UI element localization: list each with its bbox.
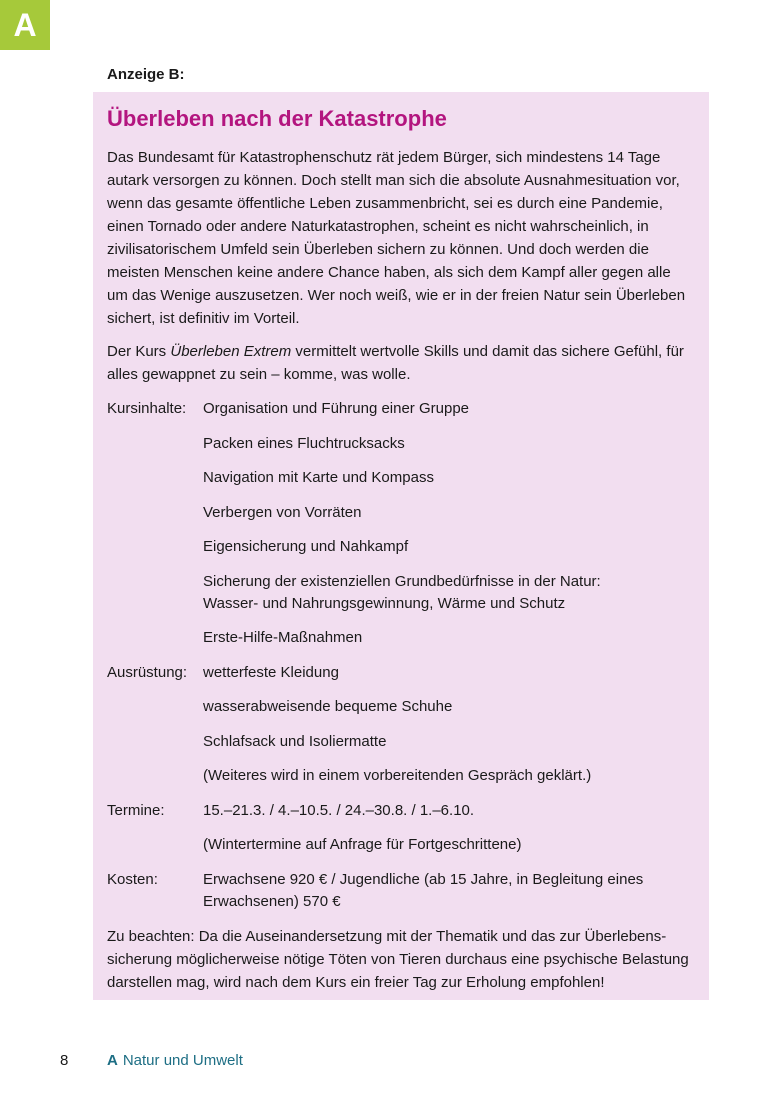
section-tab: A [0, 0, 50, 50]
spacer [107, 627, 203, 649]
ausruestung-row [107, 662, 695, 684]
ausruestung-row-2 [107, 696, 695, 718]
spacer [107, 834, 203, 856]
list-item: Organisation und Führung einer Gruppe [203, 400, 470, 417]
footer-section-letter: A [107, 1052, 118, 1069]
list-item: (Weiteres wird in einem vorbereitenden Gespräch geklärt.) [203, 767, 592, 784]
ad-box [93, 92, 709, 1000]
list-item: Navigation mit Karte und Kompass [203, 469, 434, 486]
kosten-label: Kosten: [107, 870, 158, 888]
ausruestung-row-3 [107, 731, 695, 753]
spacer [107, 536, 203, 558]
list-item: Eigensicherung und Nahkampf [203, 538, 409, 555]
spacer [107, 571, 203, 615]
list-item: (Wintertermine auf Anfrage für Fortgeschrittene) [203, 836, 522, 853]
list-item: 15.–21.3. / 4.–10.5. / 24.–30.8. / 1.–6.10. [203, 801, 475, 819]
termine-row-2 [107, 834, 695, 856]
termine-label: Termine: [107, 801, 165, 819]
list-item: Erste-Hilfe-Maßnahmen [203, 629, 363, 646]
list-item: Schlafsack und Isoliermatte [203, 732, 387, 750]
kosten-row [107, 869, 695, 913]
course-pre: Der Kurs [107, 343, 171, 360]
spacer [107, 433, 203, 455]
kursinhalte-row-4 [107, 502, 695, 524]
list-item-line2: Wasser- und Nahrungsgewinnung, Wärme und Schutz [203, 594, 566, 612]
page-number: 8 [60, 1052, 69, 1069]
list-item [203, 869, 695, 913]
spacer [107, 467, 203, 489]
spacer [107, 765, 203, 787]
ad-title: Überleben nach der Katastrophe [107, 106, 447, 131]
footer-section-title: Natur und Umwelt [122, 1052, 243, 1069]
kursinhalte-row-2 [107, 433, 695, 455]
course-post: vermittelt wertvolle Skills und damit das sichere Gefühl, für alles gewappnet zu sein – komme, was wolle. [107, 343, 684, 383]
kursinhalte-row-7 [107, 627, 695, 649]
list-item-line1: Sicherung der existenziellen Grundbedürfnisse in der Natur: [203, 572, 601, 590]
kursinhalte-row-5 [107, 536, 695, 558]
list-item: wetterfeste Kleidung [203, 663, 339, 681]
list-item: wasserabweisende bequeme Schuhe [203, 698, 453, 715]
ad-label: Anzeige B: [107, 66, 185, 83]
list-item [203, 571, 695, 615]
kursinhalte-label: Kursinhalte: [107, 400, 187, 417]
list-item: Packen eines Fluchtrucksacks [203, 434, 405, 452]
kursinhalte-row [107, 398, 695, 420]
course-paragraph [107, 340, 695, 386]
termine-row [107, 800, 695, 822]
ausruestung-row-4 [107, 765, 695, 787]
footer-section [107, 1052, 243, 1069]
kursinhalte-row-3 [107, 467, 695, 489]
spacer [107, 696, 203, 718]
kosten-line1: Erwachsene 920 € / Jugendliche (ab 15 Jahre, in Begleitung eines [203, 870, 644, 888]
list-item: Verbergen von Vorräten [203, 503, 362, 521]
intro-paragraph: Das Bundesamt für Katastrophenschutz rät jedem Bürger, sich mindestens 14 Tage autark versorgen zu können. Doch stellt man sich die absolute Ausnahmesituation vor, wenn das gesamte öffentliche Leben zusammenbricht, sei es durch eine Pandemie, einen Tornado oder andere Naturkatastrophen, scheint es nicht wahrscheinlich, in zivilisatorischem Umfeld sein Überleben sichern zu können. Und doch werden die meisten Menschen keine andere Chance haben, als sich dem Kampf aller gegen alle um das Wenige auszusetzen. Wer noch weiß, wie er in der freien Natur sein Überleben sichert, ist definitiv im Vorteil. [107, 149, 686, 327]
kosten-line2: Erwachsenen) 570 € [203, 892, 341, 910]
course-name: Überleben Extrem [170, 343, 292, 360]
ausruestung-label: Ausrüstung: [107, 663, 188, 681]
kursinhalte-row-6 [107, 571, 695, 615]
spacer [107, 502, 203, 524]
spacer [107, 731, 203, 753]
note-paragraph: Zu beachten: Da die Auseinandersetzung mit der Thematik und das zur Überlebenssicherung möglicherweise nötige Töten von Tieren durchaus eine psychische Belastung darstellen mag, wird nach dem Kurs ein freier Tag zur Erholung empfohlen! [107, 928, 689, 991]
